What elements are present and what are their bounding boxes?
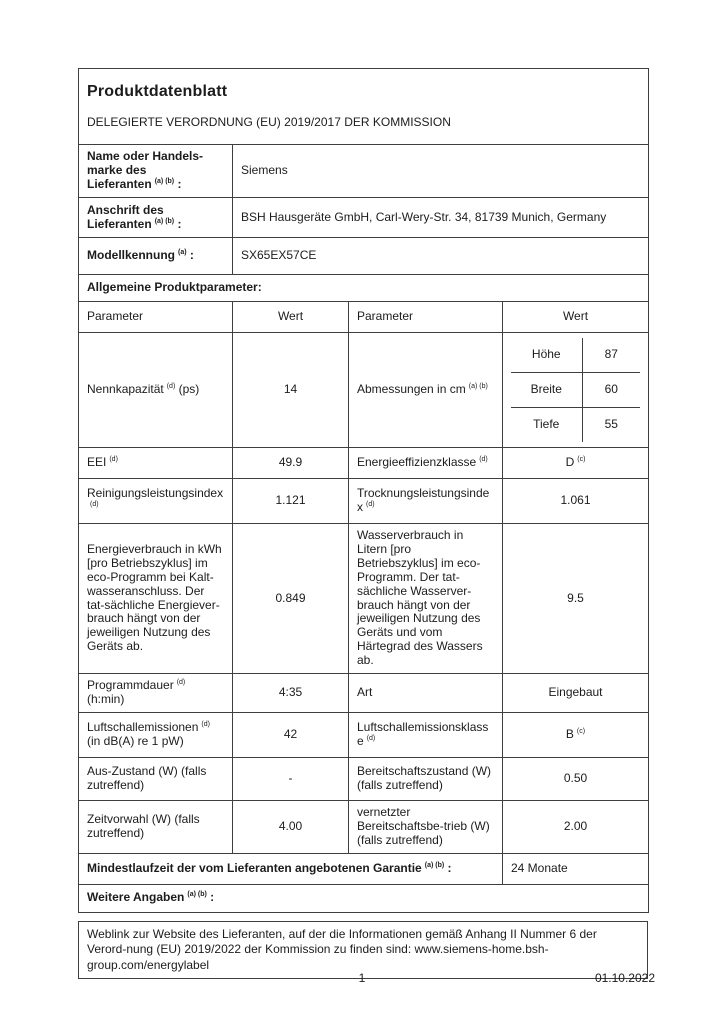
table-row [79, 275, 649, 302]
param-value: Eingebaut [503, 674, 649, 713]
param-label: Wasserverbrauch in Litern [pro Betriebszyklus] im eco-Programm. Der tat-sächliche Wasserver-brauch hängt von der jeweiligen Nutzung des Geräts und vom Härtegrad des Wassers ab. [349, 524, 503, 674]
param-label: Aus-Zustand (W) (falls zutreffend) [79, 757, 233, 800]
param-label: Abmessungen in cm $^{(a) (b)}$ [349, 333, 503, 448]
footnote-marker: (d) [109, 456, 118, 464]
col-header-wert: Wert [503, 302, 649, 333]
footnote-marker: (a) [178, 249, 187, 257]
table-row [79, 69, 649, 145]
dimension-value: 60 [582, 373, 640, 408]
table-row [79, 145, 649, 198]
table-row [79, 198, 649, 238]
footnote-marker: (a) (b) [468, 383, 488, 391]
col-header-parameter: Parameter [79, 302, 233, 333]
weblink-note: Weblink zur Website des Lieferanten, auf der die Informationen gemäß Anhang II Nummer 6 der Verord-nung (EU) 2019/2022 der Kommission zu finden sind: www.siemens-home.bsh-group.com/energylabel [78, 921, 648, 980]
table-row [79, 884, 649, 912]
param-label: Luftschallemissionen $^{(d)}$ (in dB(A) re 1 pW) [79, 712, 233, 757]
param-value: 0.849 [233, 524, 349, 674]
footnote-marker: (a) (b) [154, 177, 175, 185]
param-label: Programmdauer $^{(d)}$ (h:min) [79, 674, 233, 713]
supplier-name-label: Name oder Handels-marke des Lieferanten $^{(a) (b)}$ : [79, 145, 233, 198]
dimension-label: Höhe [511, 338, 582, 373]
footnote-marker: (a) (b) [154, 217, 175, 225]
footnote-marker: (c) [577, 456, 586, 464]
param-label: Zeitvorwahl (W) (falls zutreffend) [79, 800, 233, 853]
datasheet-table [78, 68, 649, 913]
param-label: Trocknungsleistungsindex $^{(d)}$ [349, 479, 503, 524]
footnote-marker: (d) [366, 734, 376, 742]
dimensions-subtable [511, 338, 640, 442]
param-value: 14 [233, 333, 349, 448]
table-row [511, 338, 640, 373]
supplier-address-label: Anschrift des Lieferanten $^{(a) (b)}$ : [79, 198, 233, 238]
supplier-name-value: Siemens [233, 145, 649, 198]
dimension-label: Breite [511, 373, 582, 408]
footnote-marker: (c) [576, 727, 586, 735]
col-header-parameter: Parameter [349, 302, 503, 333]
param-value: 4.00 [233, 800, 349, 853]
model-id-value: SX65EX57CE [233, 238, 649, 275]
guarantee-value: 24 Monate [503, 853, 649, 884]
footnote-marker: (a) (b) [187, 891, 207, 899]
table-row [79, 333, 649, 448]
param-value: 1.061 [503, 479, 649, 524]
param-value: 42 [233, 712, 349, 757]
footnote-marker: (a) (b) [424, 861, 445, 869]
param-value: 9.5 [503, 524, 649, 674]
product-datasheet [78, 68, 648, 979]
param-label: Energieverbrauch in kWh [pro Betriebszyklus] im eco-Programm bei Kalt-wasseranschluss. Der tat-sächliche Energiever-brauch hängt von der jeweiligen Nutzung des Geräts ab. [79, 524, 233, 674]
param-value: 4:35 [233, 674, 349, 713]
table-row [79, 524, 649, 674]
param-label: Bereitschaftszustand (W) (falls zutreffend) [349, 757, 503, 800]
footnote-marker: (d) [176, 679, 186, 687]
col-header-wert: Wert [233, 302, 349, 333]
param-label: vernetzter Bereitschaftsbe-trieb (W) (falls zutreffend) [349, 800, 503, 853]
param-label: Luftschallemissionsklasse $^{(d)}$ [349, 712, 503, 757]
dimensions-subtable-cell [503, 333, 649, 448]
param-value: - [233, 757, 349, 800]
param-label: Energieeffizienzklasse $^{(d)}$ [349, 448, 503, 479]
footnote-marker: (d) [366, 501, 375, 508]
param-label: EEI $^{(d)}$ [79, 448, 233, 479]
dimension-value: 55 [582, 408, 640, 443]
guarantee-label: Mindestlaufzeit der vom Lieferanten angebotenen Garantie $^{(a) (b)}$ : [79, 853, 503, 884]
param-value: 1.121 [233, 479, 349, 524]
footnote-marker: (d) [90, 501, 99, 508]
param-value: 2.00 [503, 800, 649, 853]
table-row [79, 238, 649, 275]
table-row [79, 674, 649, 713]
footer-page-number: 1 [358, 971, 366, 985]
param-value: 49.9 [233, 448, 349, 479]
param-label: Art [349, 674, 503, 713]
page-title: Produktdatenblatt [87, 83, 228, 101]
footer-date: 01.10.2022 [594, 971, 655, 985]
param-label: Reinigungsleistungsindex$^{(d)}$ [79, 479, 233, 524]
table-row [79, 479, 649, 524]
dimension-label: Tiefe [511, 408, 582, 443]
table-row [511, 408, 640, 443]
param-value: 0.50 [503, 757, 649, 800]
param-value: D $^{(c)}$ [503, 448, 649, 479]
model-id-label: Modellkennung $^{(a)}$ : [79, 238, 233, 275]
table-row [79, 853, 649, 884]
footnote-marker: (d) [479, 456, 488, 464]
further-info-label: Weitere Angaben $^{(a) (b)}$ : [79, 884, 649, 912]
table-row [79, 712, 649, 757]
section-header: Allgemeine Produktparameter: [79, 275, 649, 302]
table-row [79, 302, 649, 333]
supplier-address-value: BSH Hausgeräte GmbH, Carl-Wery-Str. 34, 81739 Munich, Germany [233, 198, 649, 238]
table-row [79, 448, 649, 479]
dimension-value: 87 [582, 338, 640, 373]
footnote-marker: (d) [166, 383, 176, 391]
table-row [79, 800, 649, 853]
table-row [79, 757, 649, 800]
regulation-subtitle: DELEGIERTE VERORDNUNG (EU) 2019/2017 DER KOMMISSION [87, 114, 451, 129]
title-cell [79, 69, 649, 145]
param-value: B $^{(c)}$ [503, 712, 649, 757]
footnote-marker: (d) [201, 720, 210, 728]
param-label: Nennkapazität $^{(d)}$ (ps) [79, 333, 233, 448]
table-row [511, 373, 640, 408]
